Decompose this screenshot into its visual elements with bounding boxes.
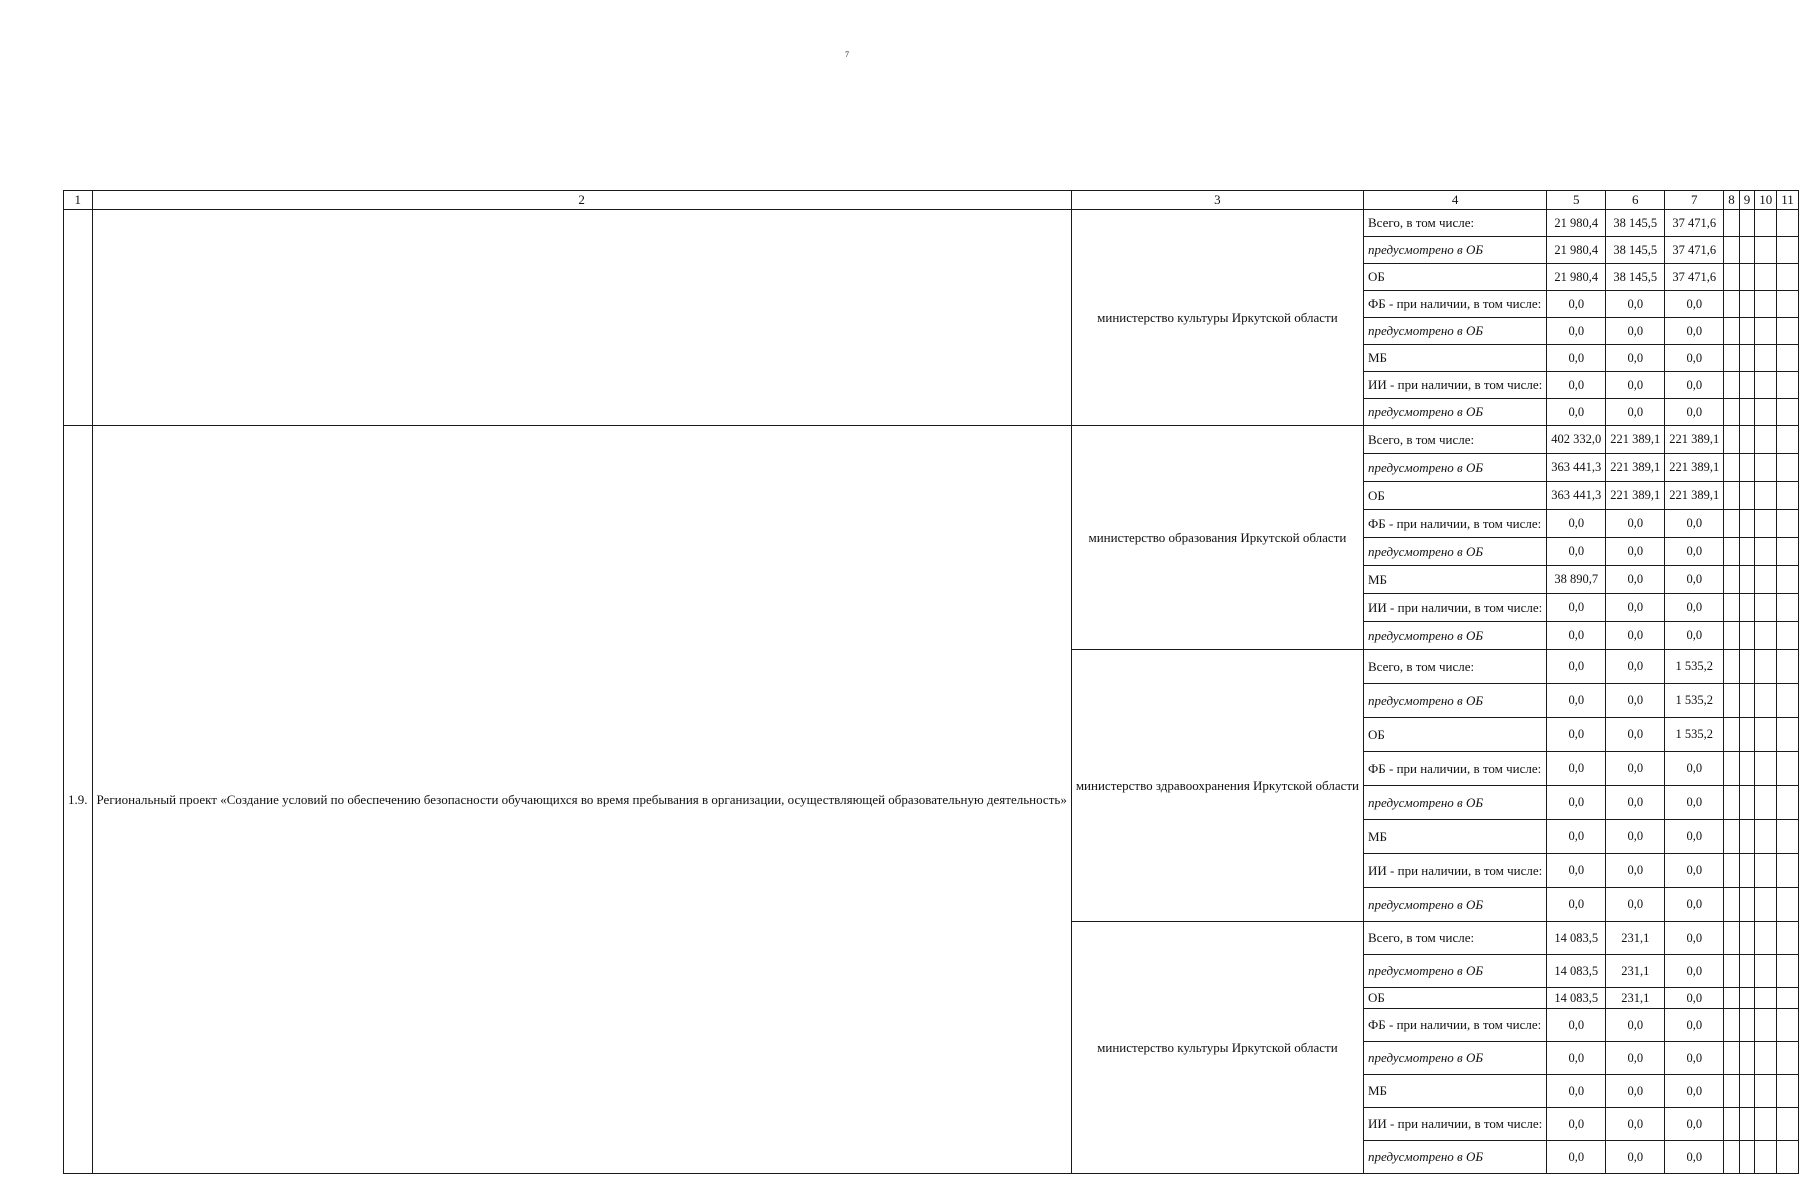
value-col-6: 231,1 [1606, 955, 1665, 988]
value-col-7: 0,0 [1665, 291, 1724, 318]
empty-col-10 [1755, 345, 1777, 372]
value-col-5: 21 980,4 [1547, 264, 1606, 291]
value-col-5: 14 083,5 [1547, 922, 1606, 955]
empty-col-10 [1755, 622, 1777, 650]
value-col-5: 0,0 [1547, 291, 1606, 318]
value-col-6: 0,0 [1606, 372, 1665, 399]
empty-col-10 [1755, 752, 1777, 786]
empty-col-10 [1755, 566, 1777, 594]
empty-col-9 [1739, 854, 1755, 888]
empty-col-9 [1739, 264, 1755, 291]
empty-col-8 [1724, 291, 1740, 318]
funding-source-label: предусмотрено в ОБ [1364, 684, 1547, 718]
value-col-6: 0,0 [1606, 1141, 1665, 1174]
value-col-5: 0,0 [1547, 1042, 1606, 1075]
value-col-6: 0,0 [1606, 786, 1665, 820]
empty-col-8 [1724, 482, 1740, 510]
empty-col-10 [1755, 372, 1777, 399]
empty-col-11 [1777, 650, 1799, 684]
empty-col-11 [1777, 718, 1799, 752]
value-col-7: 221 389,1 [1665, 426, 1724, 454]
value-col-7: 0,0 [1665, 538, 1724, 566]
value-col-6: 0,0 [1606, 510, 1665, 538]
empty-col-9 [1739, 538, 1755, 566]
column-header-8: 8 [1724, 191, 1740, 210]
value-col-6: 0,0 [1606, 345, 1665, 372]
funding-source-label: МБ [1364, 1075, 1547, 1108]
funding-source-label: ИИ - при наличии, в том числе: [1364, 1108, 1547, 1141]
funding-source-label: ФБ - при наличии, в том числе: [1364, 510, 1547, 538]
empty-col-9 [1739, 510, 1755, 538]
empty-col-8 [1724, 538, 1740, 566]
value-col-7: 0,0 [1665, 752, 1724, 786]
value-col-5: 14 083,5 [1547, 988, 1606, 1009]
funding-source-label: ОБ [1364, 988, 1547, 1009]
empty-col-8 [1724, 1141, 1740, 1174]
empty-col-11 [1777, 538, 1799, 566]
empty-col-8 [1724, 454, 1740, 482]
funding-source-label: ФБ - при наличии, в том числе: [1364, 752, 1547, 786]
responsible-organization-cell: министерство культуры Иркутской области [1071, 922, 1363, 1174]
empty-col-9 [1739, 684, 1755, 718]
value-col-5: 0,0 [1547, 1075, 1606, 1108]
empty-col-10 [1755, 1009, 1777, 1042]
empty-col-11 [1777, 1075, 1799, 1108]
value-col-6: 0,0 [1606, 854, 1665, 888]
empty-col-11 [1777, 854, 1799, 888]
value-col-7: 0,0 [1665, 988, 1724, 1009]
value-col-5: 0,0 [1547, 594, 1606, 622]
empty-col-10 [1755, 210, 1777, 237]
empty-col-8 [1724, 1009, 1740, 1042]
responsible-organization-cell: министерство культуры Иркутской области [1071, 210, 1363, 426]
item-number-cell [64, 210, 93, 426]
empty-col-11 [1777, 399, 1799, 426]
empty-col-10 [1755, 718, 1777, 752]
empty-col-10 [1755, 820, 1777, 854]
responsible-organization-cell: министерство здравоохранения Иркутской области [1071, 650, 1363, 922]
empty-col-10 [1755, 426, 1777, 454]
empty-col-9 [1739, 718, 1755, 752]
funding-source-label: предусмотрено в ОБ [1364, 237, 1547, 264]
empty-col-10 [1755, 264, 1777, 291]
value-col-6: 0,0 [1606, 538, 1665, 566]
funding-source-label: предусмотрено в ОБ [1364, 454, 1547, 482]
value-col-7: 0,0 [1665, 1042, 1724, 1075]
column-header-6: 6 [1606, 191, 1665, 210]
value-col-5: 38 890,7 [1547, 566, 1606, 594]
value-col-5: 402 332,0 [1547, 426, 1606, 454]
funding-source-label: ОБ [1364, 264, 1547, 291]
project-name-cell: Региональный проект «Создание условий по обеспечению безопасности обучающихся во время пребывания в организации, осуществляющей образовательную деятельность» [92, 426, 1071, 1174]
empty-col-11 [1777, 622, 1799, 650]
value-col-5: 0,0 [1547, 318, 1606, 345]
empty-col-10 [1755, 888, 1777, 922]
funding-source-label: ИИ - при наличии, в том числе: [1364, 854, 1547, 888]
value-col-6: 0,0 [1606, 684, 1665, 718]
empty-col-8 [1724, 988, 1740, 1009]
empty-col-11 [1777, 510, 1799, 538]
value-col-7: 0,0 [1665, 922, 1724, 955]
empty-col-8 [1724, 210, 1740, 237]
value-col-7: 0,0 [1665, 622, 1724, 650]
empty-col-10 [1755, 650, 1777, 684]
value-col-6: 38 145,5 [1606, 264, 1665, 291]
empty-col-8 [1724, 237, 1740, 264]
value-col-5: 14 083,5 [1547, 955, 1606, 988]
empty-col-10 [1755, 955, 1777, 988]
empty-col-11 [1777, 566, 1799, 594]
funding-source-label: предусмотрено в ОБ [1364, 786, 1547, 820]
value-col-7: 0,0 [1665, 1009, 1724, 1042]
empty-col-8 [1724, 318, 1740, 345]
value-col-6: 0,0 [1606, 752, 1665, 786]
table-body [64, 191, 1799, 1174]
column-header-9: 9 [1739, 191, 1755, 210]
empty-col-10 [1755, 291, 1777, 318]
empty-col-11 [1777, 752, 1799, 786]
value-col-6: 38 145,5 [1606, 210, 1665, 237]
value-col-6: 221 389,1 [1606, 454, 1665, 482]
column-header-7: 7 [1665, 191, 1724, 210]
empty-col-8 [1724, 372, 1740, 399]
column-header-4: 4 [1364, 191, 1547, 210]
empty-col-11 [1777, 988, 1799, 1009]
empty-col-11 [1777, 291, 1799, 318]
empty-col-11 [1777, 210, 1799, 237]
empty-col-10 [1755, 988, 1777, 1009]
value-col-5: 0,0 [1547, 538, 1606, 566]
value-col-6: 0,0 [1606, 1108, 1665, 1141]
empty-col-9 [1739, 594, 1755, 622]
value-col-7: 0,0 [1665, 510, 1724, 538]
empty-col-9 [1739, 291, 1755, 318]
empty-col-8 [1724, 426, 1740, 454]
value-col-5: 0,0 [1547, 399, 1606, 426]
value-col-7: 0,0 [1665, 955, 1724, 988]
value-col-5: 0,0 [1547, 854, 1606, 888]
empty-col-11 [1777, 820, 1799, 854]
empty-col-11 [1777, 888, 1799, 922]
value-col-7: 0,0 [1665, 1075, 1724, 1108]
value-col-7: 0,0 [1665, 318, 1724, 345]
empty-col-9 [1739, 399, 1755, 426]
empty-col-11 [1777, 1042, 1799, 1075]
value-col-5: 0,0 [1547, 888, 1606, 922]
funding-source-label: предусмотрено в ОБ [1364, 1042, 1547, 1075]
value-col-7: 0,0 [1665, 594, 1724, 622]
empty-col-10 [1755, 1141, 1777, 1174]
funding-source-label: предусмотрено в ОБ [1364, 888, 1547, 922]
empty-col-11 [1777, 454, 1799, 482]
table-row [64, 210, 1799, 237]
empty-col-10 [1755, 922, 1777, 955]
value-col-7: 0,0 [1665, 854, 1724, 888]
empty-col-11 [1777, 318, 1799, 345]
empty-col-9 [1739, 318, 1755, 345]
value-col-7: 37 471,6 [1665, 210, 1724, 237]
funding-source-label: ФБ - при наличии, в том числе: [1364, 291, 1547, 318]
column-header-5: 5 [1547, 191, 1606, 210]
empty-col-8 [1724, 264, 1740, 291]
empty-col-9 [1739, 650, 1755, 684]
value-col-5: 0,0 [1547, 345, 1606, 372]
empty-col-9 [1739, 482, 1755, 510]
value-col-6: 38 145,5 [1606, 237, 1665, 264]
empty-col-11 [1777, 237, 1799, 264]
value-col-5: 21 980,4 [1547, 237, 1606, 264]
value-col-7: 37 471,6 [1665, 264, 1724, 291]
empty-col-9 [1739, 786, 1755, 820]
empty-col-8 [1724, 888, 1740, 922]
value-col-5: 0,0 [1547, 1009, 1606, 1042]
empty-col-11 [1777, 345, 1799, 372]
empty-col-10 [1755, 786, 1777, 820]
value-col-5: 363 441,3 [1547, 454, 1606, 482]
value-col-7: 0,0 [1665, 1141, 1724, 1174]
empty-col-9 [1739, 1075, 1755, 1108]
empty-col-9 [1739, 237, 1755, 264]
value-col-5: 0,0 [1547, 1108, 1606, 1141]
empty-col-9 [1739, 988, 1755, 1009]
value-col-7: 221 389,1 [1665, 482, 1724, 510]
empty-col-9 [1739, 752, 1755, 786]
empty-col-9 [1739, 1009, 1755, 1042]
empty-col-8 [1724, 718, 1740, 752]
empty-col-11 [1777, 482, 1799, 510]
empty-col-8 [1724, 922, 1740, 955]
value-col-5: 21 980,4 [1547, 210, 1606, 237]
empty-col-8 [1724, 854, 1740, 888]
funding-source-label: Всего, в том числе: [1364, 922, 1547, 955]
value-col-7: 0,0 [1665, 399, 1724, 426]
empty-col-8 [1724, 345, 1740, 372]
table-row [64, 426, 1799, 454]
empty-col-10 [1755, 237, 1777, 264]
funding-source-label: предусмотрено в ОБ [1364, 399, 1547, 426]
empty-col-8 [1724, 1108, 1740, 1141]
funding-source-label: ИИ - при наличии, в том числе: [1364, 594, 1547, 622]
column-header-1: 1 [64, 191, 93, 210]
funding-source-label: предусмотрено в ОБ [1364, 955, 1547, 988]
empty-col-11 [1777, 1108, 1799, 1141]
empty-col-9 [1739, 1108, 1755, 1141]
funding-source-label: ФБ - при наличии, в том числе: [1364, 1009, 1547, 1042]
value-col-5: 0,0 [1547, 650, 1606, 684]
empty-col-11 [1777, 372, 1799, 399]
funding-source-label: Всего, в том числе: [1364, 426, 1547, 454]
value-col-5: 0,0 [1547, 820, 1606, 854]
responsible-organization-cell: министерство образования Иркутской области [1071, 426, 1363, 650]
value-col-7: 0,0 [1665, 888, 1724, 922]
empty-col-8 [1724, 650, 1740, 684]
empty-col-10 [1755, 482, 1777, 510]
empty-col-11 [1777, 1141, 1799, 1174]
funding-source-label: ИИ - при наличии, в том числе: [1364, 372, 1547, 399]
empty-col-9 [1739, 888, 1755, 922]
value-col-5: 0,0 [1547, 510, 1606, 538]
empty-col-8 [1724, 622, 1740, 650]
value-col-5: 363 441,3 [1547, 482, 1606, 510]
funding-source-label: предусмотрено в ОБ [1364, 1141, 1547, 1174]
empty-col-10 [1755, 510, 1777, 538]
empty-col-11 [1777, 594, 1799, 622]
value-col-6: 231,1 [1606, 988, 1665, 1009]
value-col-5: 0,0 [1547, 684, 1606, 718]
value-col-6: 0,0 [1606, 1075, 1665, 1108]
page-number: 7 [845, 50, 849, 59]
empty-col-10 [1755, 1042, 1777, 1075]
column-header-10: 10 [1755, 191, 1777, 210]
empty-col-10 [1755, 684, 1777, 718]
value-col-7: 0,0 [1665, 786, 1724, 820]
empty-col-9 [1739, 426, 1755, 454]
column-header-3: 3 [1071, 191, 1363, 210]
value-col-6: 221 389,1 [1606, 482, 1665, 510]
value-col-5: 0,0 [1547, 718, 1606, 752]
value-col-6: 0,0 [1606, 888, 1665, 922]
header-row [64, 191, 1799, 210]
empty-col-8 [1724, 955, 1740, 988]
empty-col-9 [1739, 922, 1755, 955]
empty-col-8 [1724, 820, 1740, 854]
empty-col-11 [1777, 786, 1799, 820]
empty-col-9 [1739, 210, 1755, 237]
value-col-7: 221 389,1 [1665, 454, 1724, 482]
value-col-5: 0,0 [1547, 786, 1606, 820]
empty-col-9 [1739, 820, 1755, 854]
empty-col-11 [1777, 922, 1799, 955]
value-col-6: 0,0 [1606, 820, 1665, 854]
empty-col-10 [1755, 594, 1777, 622]
empty-col-9 [1739, 345, 1755, 372]
funding-source-label: МБ [1364, 820, 1547, 854]
funding-source-label: ОБ [1364, 482, 1547, 510]
empty-col-10 [1755, 454, 1777, 482]
funding-source-label: предусмотрено в ОБ [1364, 622, 1547, 650]
value-col-6: 231,1 [1606, 922, 1665, 955]
value-col-7: 0,0 [1665, 1108, 1724, 1141]
empty-col-10 [1755, 1108, 1777, 1141]
empty-col-10 [1755, 318, 1777, 345]
value-col-6: 0,0 [1606, 718, 1665, 752]
value-col-5: 0,0 [1547, 372, 1606, 399]
empty-col-9 [1739, 622, 1755, 650]
empty-col-10 [1755, 1075, 1777, 1108]
empty-col-8 [1724, 399, 1740, 426]
empty-col-11 [1777, 264, 1799, 291]
value-col-7: 0,0 [1665, 372, 1724, 399]
funding-source-label: ОБ [1364, 718, 1547, 752]
value-col-6: 0,0 [1606, 399, 1665, 426]
empty-col-8 [1724, 684, 1740, 718]
value-col-5: 0,0 [1547, 752, 1606, 786]
funding-source-label: Всего, в том числе: [1364, 650, 1547, 684]
value-col-7: 0,0 [1665, 820, 1724, 854]
value-col-6: 0,0 [1606, 622, 1665, 650]
empty-col-8 [1724, 594, 1740, 622]
value-col-6: 0,0 [1606, 291, 1665, 318]
empty-col-8 [1724, 752, 1740, 786]
value-col-5: 0,0 [1547, 1141, 1606, 1174]
empty-col-11 [1777, 1009, 1799, 1042]
value-col-7: 0,0 [1665, 345, 1724, 372]
value-col-6: 0,0 [1606, 1042, 1665, 1075]
funding-source-label: предусмотрено в ОБ [1364, 538, 1547, 566]
empty-col-9 [1739, 454, 1755, 482]
item-number-cell: 1.9. [64, 426, 93, 1174]
empty-col-11 [1777, 955, 1799, 988]
value-col-6: 0,0 [1606, 650, 1665, 684]
funding-source-label: МБ [1364, 345, 1547, 372]
empty-col-8 [1724, 1075, 1740, 1108]
value-col-5: 0,0 [1547, 622, 1606, 650]
empty-col-11 [1777, 684, 1799, 718]
budget-table [63, 190, 1799, 1174]
funding-source-label: МБ [1364, 566, 1547, 594]
empty-col-11 [1777, 426, 1799, 454]
value-col-7: 1 535,2 [1665, 718, 1724, 752]
value-col-7: 37 471,6 [1665, 237, 1724, 264]
empty-col-9 [1739, 1042, 1755, 1075]
empty-col-8 [1724, 566, 1740, 594]
empty-col-9 [1739, 372, 1755, 399]
value-col-7: 1 535,2 [1665, 684, 1724, 718]
empty-col-10 [1755, 538, 1777, 566]
empty-col-10 [1755, 854, 1777, 888]
empty-col-8 [1724, 786, 1740, 820]
project-name-cell [92, 210, 1071, 426]
value-col-6: 0,0 [1606, 594, 1665, 622]
funding-source-label: предусмотрено в ОБ [1364, 318, 1547, 345]
column-header-11: 11 [1777, 191, 1799, 210]
value-col-7: 1 535,2 [1665, 650, 1724, 684]
empty-col-9 [1739, 1141, 1755, 1174]
value-col-6: 0,0 [1606, 1009, 1665, 1042]
empty-col-9 [1739, 955, 1755, 988]
funding-source-label: Всего, в том числе: [1364, 210, 1547, 237]
empty-col-9 [1739, 566, 1755, 594]
value-col-6: 221 389,1 [1606, 426, 1665, 454]
empty-col-8 [1724, 1042, 1740, 1075]
empty-col-8 [1724, 510, 1740, 538]
value-col-6: 0,0 [1606, 318, 1665, 345]
value-col-6: 0,0 [1606, 566, 1665, 594]
empty-col-10 [1755, 399, 1777, 426]
value-col-7: 0,0 [1665, 566, 1724, 594]
column-header-2: 2 [92, 191, 1071, 210]
